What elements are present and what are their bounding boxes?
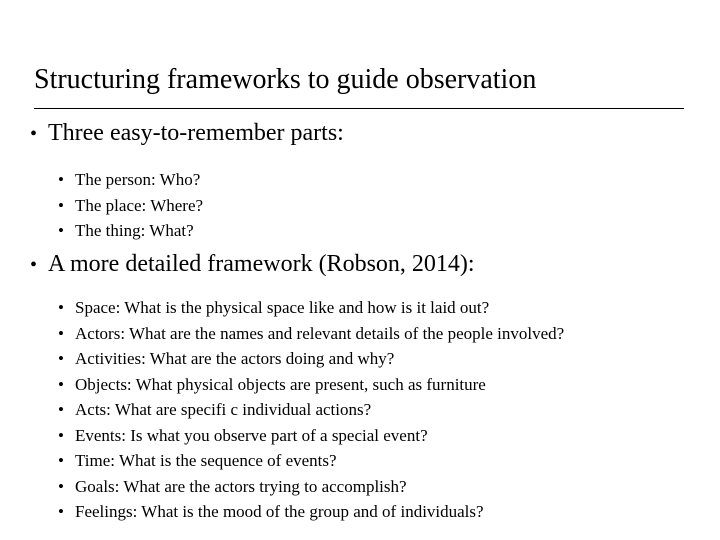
list-item <box>58 397 564 423</box>
list-item-text: Acts: What are specifi c individual actions? <box>75 400 372 419</box>
list-item <box>58 499 564 525</box>
list-item <box>58 321 564 347</box>
bullet-icon: • <box>58 400 64 419</box>
list-item-text: Feelings: What is the mood of the group and of individuals? <box>75 502 484 521</box>
bullet-icon: • <box>58 221 64 240</box>
list-item-text: The person: Who? <box>75 170 201 189</box>
list-item-text: Objects: What physical objects are present, such as furniture <box>75 374 486 394</box>
list-item <box>58 448 564 474</box>
bullet-icon: • <box>58 476 64 496</box>
list-item <box>58 474 564 500</box>
bullet-icon: • <box>58 349 64 368</box>
list-item-text: Space: What is the physical space like and how is it laid out? <box>75 298 490 317</box>
bullet-icon: • <box>58 323 64 343</box>
bullet-icon: • <box>58 502 64 521</box>
list-item <box>58 346 564 372</box>
bullet-icon: • <box>30 254 38 276</box>
bullet-icon: • <box>58 451 64 470</box>
bullet-icon: • <box>58 170 64 189</box>
list-item <box>58 295 564 321</box>
detailed-framework-list <box>58 295 564 525</box>
list-item-text: Activities: What are the actors doing and why? <box>75 349 395 368</box>
list-item <box>58 372 564 398</box>
list-item <box>58 423 564 449</box>
list-item-text: Events: Is what you observe part of a special event? <box>75 425 428 445</box>
list-item-text: The place: Where? <box>75 195 204 215</box>
section-heading-simple <box>30 118 344 149</box>
section-heading-text: Three easy-to-remember parts: <box>48 120 344 146</box>
bullet-icon: • <box>58 425 64 445</box>
list-item-text: Time: What is the sequence of events? <box>75 451 337 470</box>
list-item-text: Actors: What are the names and relevant details of the people involved? <box>75 323 565 343</box>
bullet-icon: • <box>58 374 64 394</box>
list-item <box>58 218 203 244</box>
bullet-icon: • <box>58 298 64 317</box>
list-item-text: The thing: What? <box>75 221 194 240</box>
bullet-icon: • <box>58 195 64 215</box>
section-heading-detailed <box>30 249 475 280</box>
slide-title: Structuring frameworks to guide observation <box>34 64 537 95</box>
bullet-icon: • <box>30 123 38 145</box>
list-item-text: Goals: What are the actors trying to accomplish? <box>75 476 407 496</box>
title-divider <box>34 108 684 109</box>
simple-framework-list <box>58 167 203 244</box>
list-item <box>58 193 203 219</box>
list-item <box>58 167 203 193</box>
section-heading-text: A more detailed framework (Robson, 2014): <box>48 251 475 277</box>
